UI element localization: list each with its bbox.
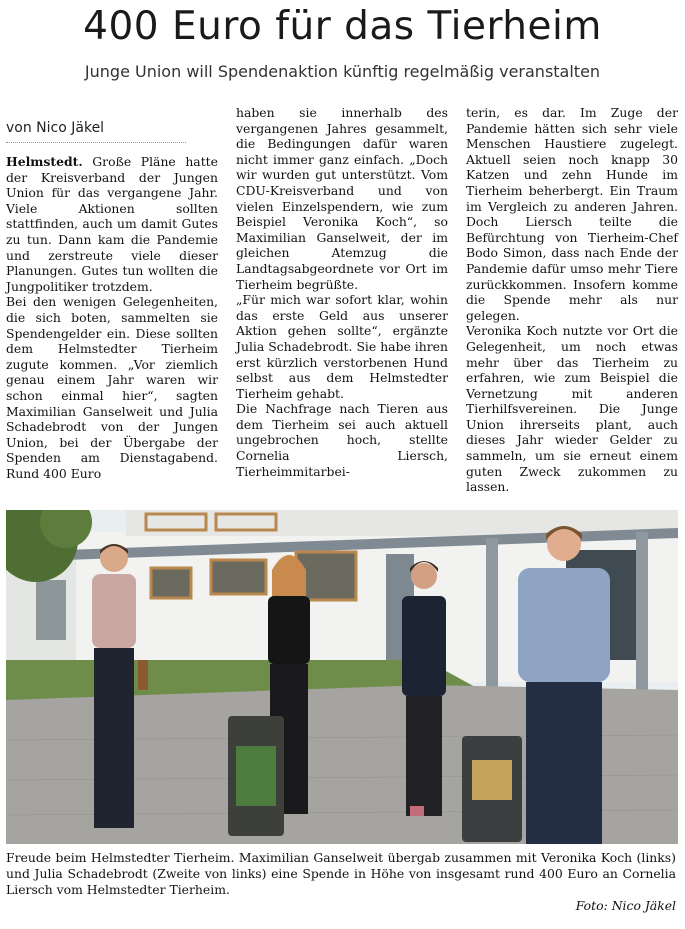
person-maximilian-ganselweit [518,526,610,844]
paragraph [6,154,218,294]
photo-credit: Foto: Nico Jäkel [575,898,676,913]
byline: von Nico Jäkel [6,120,105,136]
photo-illustration [6,510,678,844]
paragraph: haben sie innerhalb des vergangenen Jahres gesammelt, die Bedingungen dafür waren nicht immer ganz einfach. „Doch wir wurden gut unterstützt. Vom CDU-Kreisverband und von vielen Einzelspendern, wie zum Beispiel Veronika Koch“, so Maximilian Ganselweit, der im gleichen Atemzug die Landtagsabgeordnete vor Ort im Tierheim begrüßte. [236,105,448,292]
article-photo [6,510,678,844]
window [151,568,191,598]
window [211,560,266,594]
paragraph: „Für mich war sofort klar, wohin das erste Geld aus unserer Aktion gehen sollte“, ergänzte Julia Schadebrodt. Sie habe ihren erst kürzlich verstorbenen Hund selbst aus dem Helmstedter Tierheim gehabt. [236,292,448,401]
article-column-1 [6,154,218,481]
article-column-2 [236,105,448,479]
paragraph: Die Nachfrage nach Tieren aus dem Tierheim sei auch aktuell ungebrochen hoch, stellte Cornelia Liersch, Tierheimmitarbei- [236,401,448,479]
article-headline: 400 Euro für das Tierheim [83,4,602,49]
paragraph: Veronika Koch nutzte vor Ort die Gelegenheit, um noch etwas mehr über das Tierheim zu erfahren, wie zum Beispiel die Vernetzung mit anderen Tierhilfsvereinen. Die Junge Union ihrerseits plant, auch dieses Jahr wieder Gelder zu sammeln, um sie erneut einem guten Zweck zukommen zu lassen. [466,323,678,495]
paragraph: Bei den wenigen Gelegenheiten, die sich boten, sammelten sie Spendengelder ein. Diese sollten dem Helmstedter Tierheim zugute kommen. „Vor ziemlich genau einem Jahr waren wir schon einmal hier“, sagten Maximilian Ganselweit und Julia Schadebrodt von der Jungen Union, bei der Übergabe der Spenden am Dienstagabend. Rund 400 Euro [6,294,218,481]
byline-divider [6,142,186,143]
paragraph: terin, es dar. Im Zuge der Pandemie hätten sich sehr viele Menschen Haustiere zugelegt. Aktuell seien noch knapp 30 Katzen und zehn Hunde im Tierheim beherbergt. Ein Traum im Vergleich zu anderen Jahren. Doch Liersch teilte die Befürchtung von Tierheim-Chef Bodo Simon, dass nach Ende der Pandemie dafür umso mehr Tiere zurückkommen. Insofern komme die Spende mehr als nur gelegen. [466,105,678,323]
paragraph-text: Große Pläne hatte der Kreisverband der Jungen Union für das vergangene Jahr. Viele Aktionen sollten stattfinden, auch um damit Gutes zu tun. Dann kam die Pandemie und zerstreute viele dieser Planungen. Gutes tun wollten die Jungpolitiker trotzdem. [6,154,218,294]
dateline: Helmstedt. [6,154,83,169]
photo-caption: Freude beim Helmstedter Tierheim. Maximilian Ganselweit übergab zusammen mit Veronika Koch (links) und Julia Schadebrodt (Zweite von links) eine Spende in Höhe von insgesamt rund 400 Euro an Cornelia Liersch vom Helmstedter Tierheim. [6,850,676,897]
article-subheadline: Junge Union will Spendenaktion künftig regelmäßig veranstalten [84,62,601,81]
article-column-3 [466,105,678,495]
